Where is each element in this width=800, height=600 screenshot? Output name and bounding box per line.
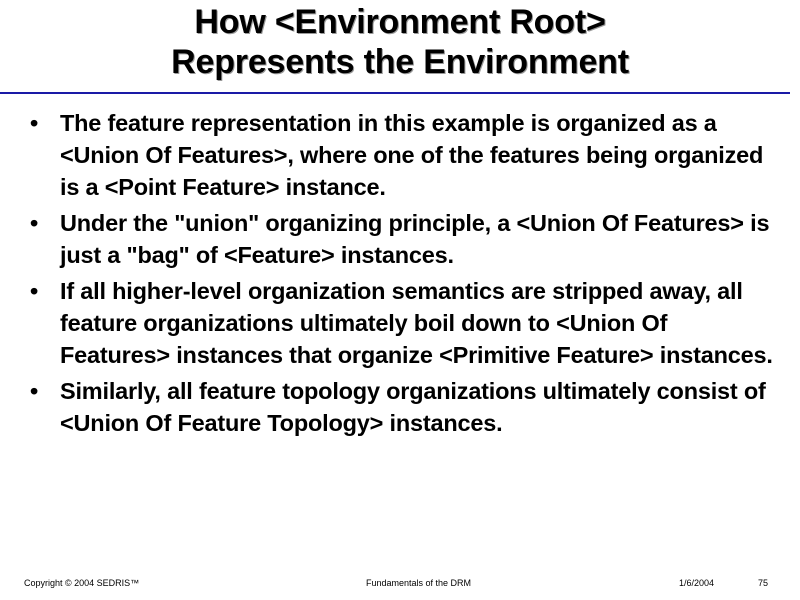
- footer-date: 1/6/2004: [679, 578, 715, 588]
- bullet-item-3: [30, 275, 780, 371]
- bullet-text-4: Similarly, all feature topology organizations ultimately consist of <Union Of Feature Topology> instances.: [60, 378, 766, 436]
- bullet-marker: •: [30, 210, 39, 236]
- bullet-text-3: If all higher-level organization semantics are stripped away, all feature organizations ultimately boil down to <Union Of Features> instances that organize <Primitive Feature> instances.: [60, 278, 773, 368]
- bullet-list: [30, 107, 780, 443]
- footer-copyright: Copyright © 2004 SEDRIS™: [24, 578, 140, 588]
- bullet-marker: •: [30, 378, 39, 404]
- title-line-2: Represents the Environment: [171, 43, 629, 81]
- bullet-item-2: [30, 207, 780, 271]
- bullet-marker: •: [30, 110, 39, 136]
- bullet-marker: •: [30, 278, 39, 304]
- title-divider: [0, 92, 790, 94]
- bullet-text-1: The feature representation in this example is organized as a <Union Of Features>, where one of the features being organized is a <Point Feature> instance.: [60, 110, 764, 200]
- footer-presentation-title: Fundamentals of the DRM: [366, 578, 472, 588]
- title-line-1: How <Environment Root>: [194, 3, 606, 41]
- footer-page-number: 75: [758, 578, 769, 588]
- bullet-item-1: [30, 107, 780, 203]
- bullet-item-4: [30, 375, 780, 439]
- bullet-text-2: Under the "union" organizing principle, a <Union Of Features> is just a "bag" of <Feature> instances.: [60, 210, 770, 268]
- slide-title: [0, 0, 800, 82]
